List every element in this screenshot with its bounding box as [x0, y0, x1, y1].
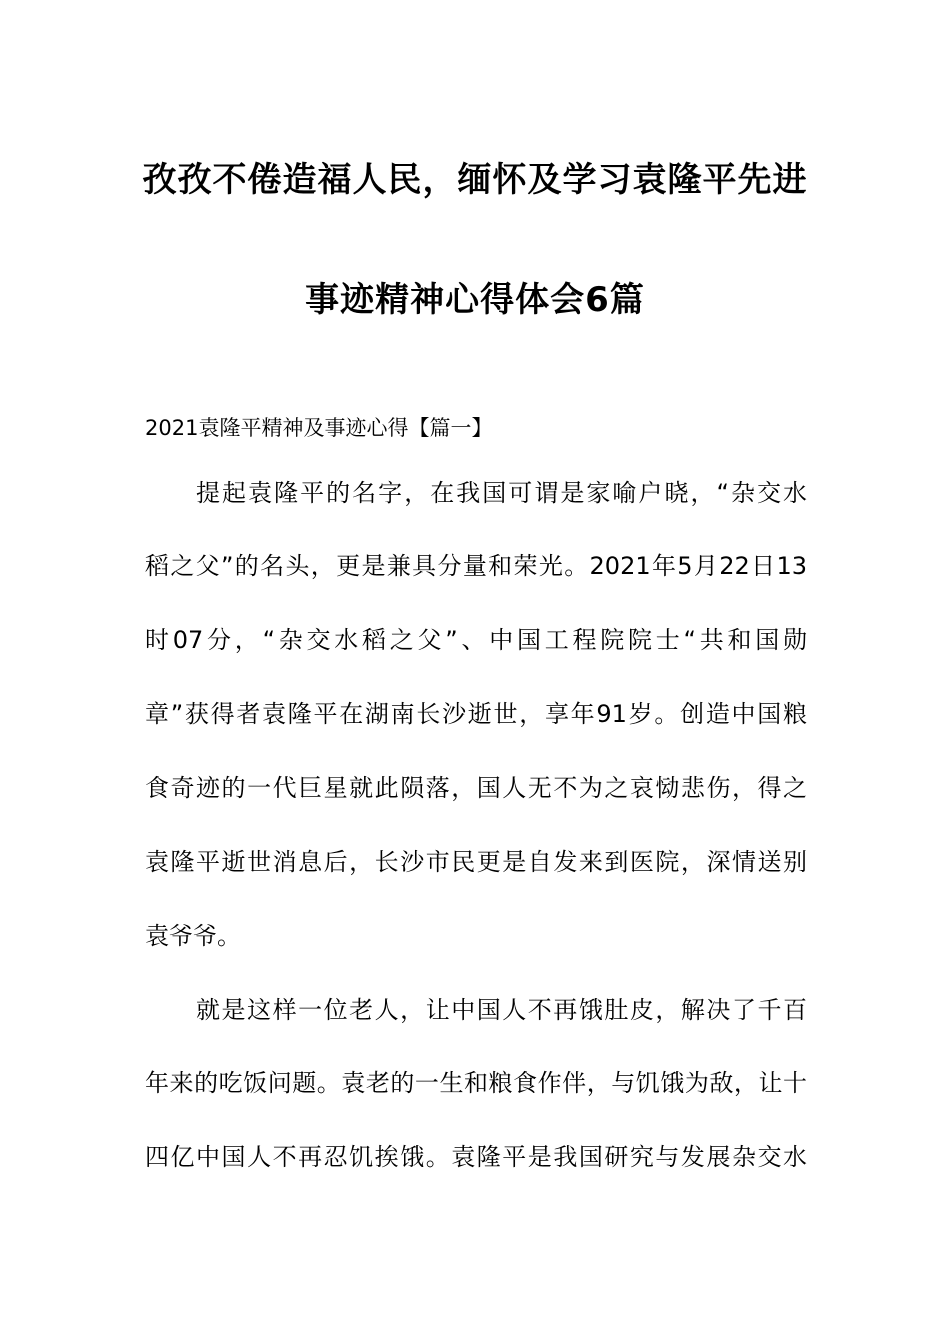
paragraph-2-line-3: 四亿中国人不再忍饥挨饿。袁隆平是我国研究与发展杂交水 [145, 1143, 807, 1171]
document-title-line-1: 孜孜不倦造福人民，缅怀及学习袁隆平先进 [142, 160, 808, 200]
document-title-line-2: 事迹精神心得体会6篇 [305, 280, 645, 320]
paragraph-1-line-4: 章”获得者袁隆平在湖南长沙逝世，享年91岁。创造中国粮 [145, 700, 807, 728]
paragraph-1-line-2: 稻之父”的名头，更是兼具分量和荣光。2021年5月22日13 [145, 552, 807, 580]
paragraph-2-line-2: 年来的吃饭问题。袁老的一生和粮食作伴，与饥饿为敌，让十 [145, 1069, 807, 1097]
paragraph-1-line-3: 时07分，“杂交水稻之父”、中国工程院院士“共和国勋 [145, 626, 807, 654]
paragraph-2-line-1: 就是这样一位老人，让中国人不再饿肚皮，解决了千百 [196, 996, 807, 1024]
paragraph-1-line-1: 提起袁隆平的名字，在我国可谓是家喻户晓，“杂交水 [196, 479, 807, 507]
paragraph-1-line-7: 袁爷爷。 [145, 922, 241, 950]
paragraph-1-line-5: 食奇迹的一代巨星就此陨落，国人无不为之哀恸悲伤，得之 [145, 774, 807, 802]
section-heading: 2021袁隆平精神及事迹心得【篇一】 [145, 416, 493, 440]
paragraph-1-line-6: 袁隆平逝世消息后，长沙市民更是自发来到医院，深情送别 [145, 848, 807, 876]
